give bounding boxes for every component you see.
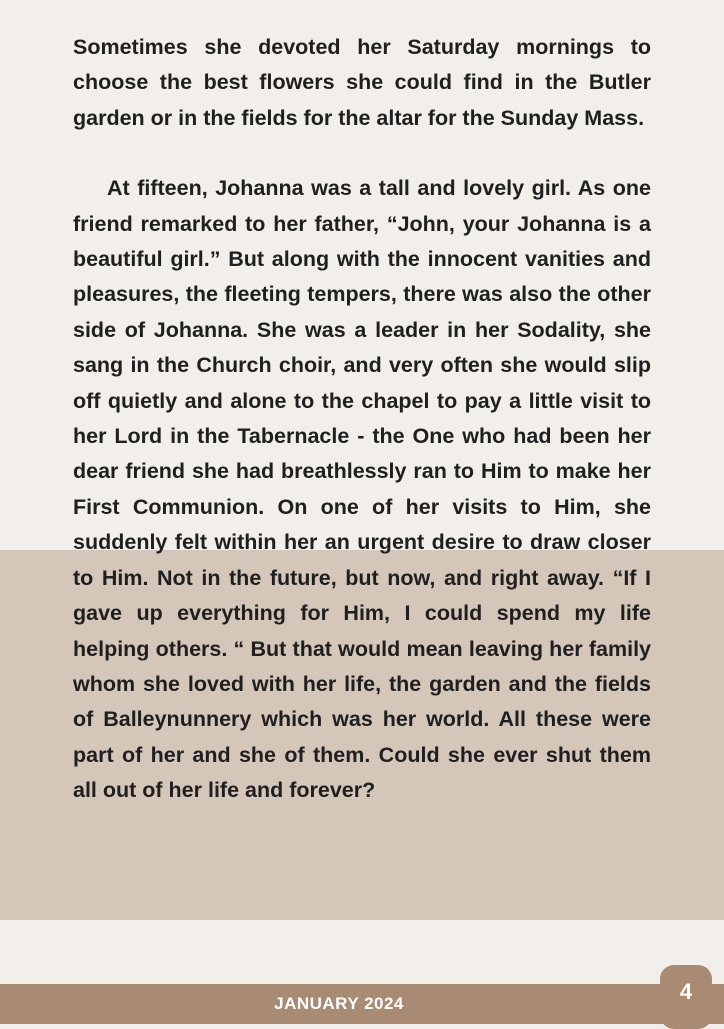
article-body bbox=[73, 30, 651, 809]
footer-bar bbox=[0, 984, 724, 1024]
footer-date: JANUARY 2024 bbox=[274, 994, 404, 1013]
page-number-badge bbox=[660, 965, 712, 1029]
paragraph-2: At fifteen, Johanna was a tall and lovely girl. As one friend remarked to her father, “John, your Johanna is a beautiful girl.” But along with the innocent vanities and pleasures, the fleeting tempers, there was also the other side of Johanna. She was a leader in her Sodality, she sang in the Church choir, and very often she would slip off quietly and alone to the chapel to pay a little visit to her Lord in the Tabernacle - the One who had been her dear friend she had breathlessly ran to Him to make her First Communion. On one of her visits to Him, she suddenly felt within her an urgent desire to draw closer to Him. Not in the future, but now, and right away. “If I gave up everything for Him, I could spend my life helping others. “ But that would mean leaving her family whom she loved with her life, the garden and the fields of Balleynunnery which was her world. All these were part of her and she of them. Could she ever shut them all out of her life and forever? bbox=[73, 176, 651, 803]
paragraph-1: Sometimes she devoted her Saturday mornings to choose the best flowers she could find in the Butler garden or in the fields for the altar for the Sunday Mass. bbox=[73, 35, 651, 130]
page-number: 4 bbox=[679, 979, 693, 1004]
